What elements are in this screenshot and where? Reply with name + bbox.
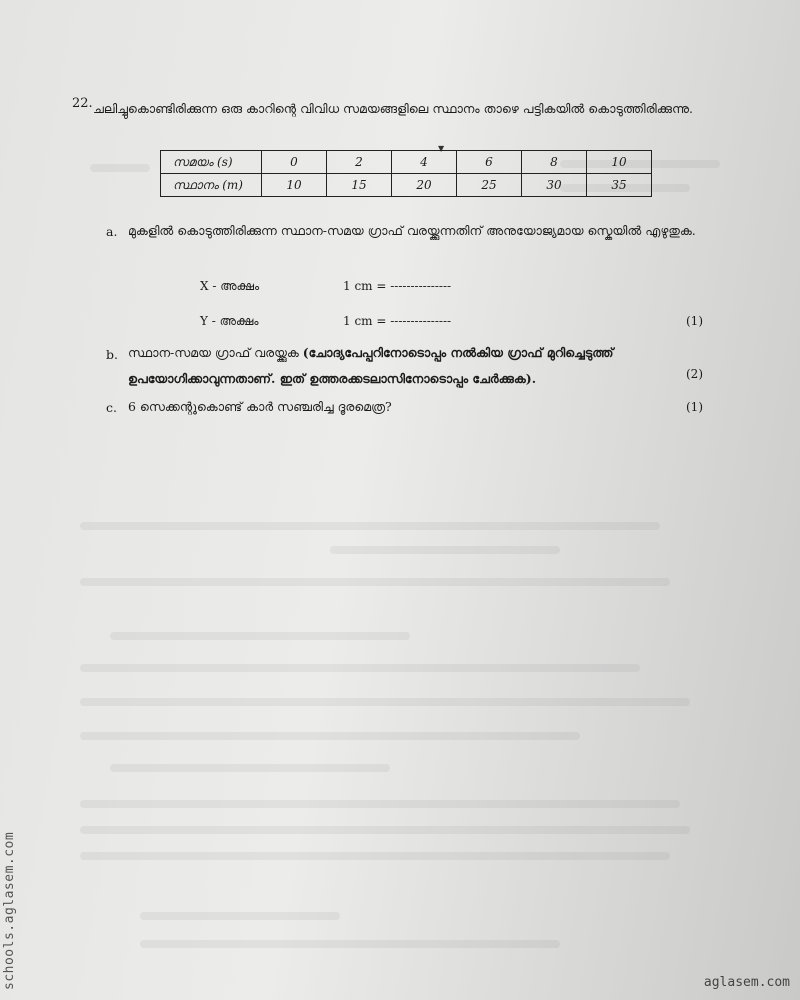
part-b-text — [128, 340, 688, 392]
bleed-line — [80, 522, 660, 530]
part-b-text-normal: സ്ഥാന-സമയ ഗ്രാഫ് വരയ്ക്കുക — [128, 345, 303, 360]
table-cell: 35 — [587, 174, 652, 197]
table-cell: 8 — [522, 151, 587, 174]
bleed-line — [110, 764, 390, 772]
bleed-line — [80, 664, 640, 672]
corner-watermark: aglasem.com — [703, 975, 790, 990]
table-cell: 10 — [262, 174, 327, 197]
bleed-line — [140, 940, 560, 948]
question-stem: ചലിച്ചുകൊണ്ടിരിക്കുന്ന ഒരു കാറിന്റെ വിവിധ സമയങ്ങളിലെ സ്ഥാനം താഴെ പട്ടികയിൽ കൊടുത്തിരിക്കുന്നു. — [93, 101, 693, 116]
table-row — [161, 151, 652, 174]
table-cell: 10 — [587, 151, 652, 174]
part-b-marks: (2) — [686, 367, 703, 381]
table-cell: 4 — [392, 151, 457, 174]
side-watermark: schools.aglasem.com — [2, 831, 17, 990]
bleed-line — [80, 800, 680, 808]
table-cell: 20 — [392, 174, 457, 197]
part-b-text-bold: (ചോദ്യപേപ്പറിനോടൊപ്പം നൽകിയ ഗ്രാഫ് മുറിച്ചെടുത്ത് ഉപയോഗിക്കാവുന്നതാണ്. ഇത് ഉത്തരക്കടലാസിനോടൊപ്പം ചേർക്കുക). — [128, 345, 614, 386]
x-axis-label: X - അക്ഷം — [200, 279, 260, 293]
table-cell: 15 — [327, 174, 392, 197]
table-cell: 0 — [262, 151, 327, 174]
table-cell: 25 — [457, 174, 522, 197]
bleed-line — [80, 826, 690, 834]
part-a-marks: (1) — [686, 314, 703, 328]
table-cell: 6 — [457, 151, 522, 174]
part-b-label: b. — [106, 347, 118, 362]
table-header-time: സമയം (s) — [161, 151, 262, 174]
bleed-line — [80, 698, 690, 706]
x-scale-blank: 1 cm = --------------- — [343, 279, 452, 293]
table-cell: 30 — [522, 174, 587, 197]
part-c-label: c. — [106, 400, 117, 415]
question-number: 22. — [72, 96, 93, 111]
bleed-line — [140, 912, 340, 920]
y-axis-label: Y - അക്ഷം — [200, 314, 259, 328]
bleed-line — [110, 632, 410, 640]
part-c-marks: (1) — [686, 400, 703, 414]
bleed-line — [80, 578, 670, 586]
part-a-label: a. — [106, 224, 118, 239]
bleed-line — [80, 852, 670, 860]
table-cell: 2 — [327, 151, 392, 174]
bleed-line — [330, 546, 560, 554]
time-position-table — [160, 150, 652, 197]
table-row — [161, 174, 652, 197]
part-c-text: 6 സെക്കന്റുകൊണ്ട് കാർ സഞ്ചരിച്ച ദൂരമെത്ര? — [128, 399, 392, 414]
y-scale-blank: 1 cm = --------------- — [343, 314, 452, 328]
stray-mark: ▼ — [438, 144, 445, 153]
bleed-line — [90, 164, 150, 172]
table-header-position: സ്ഥാനം (m) — [161, 174, 262, 197]
part-a-text: മുകളിൽ കൊടുത്തിരിക്കുന്ന സ്ഥാന-സമയ ഗ്രാഫ് വരയ്ക്കുന്നതിന് അനുയോജ്യമായ സ്കെയിൽ എഴുതുക. — [128, 223, 696, 238]
bleed-line — [80, 732, 580, 740]
